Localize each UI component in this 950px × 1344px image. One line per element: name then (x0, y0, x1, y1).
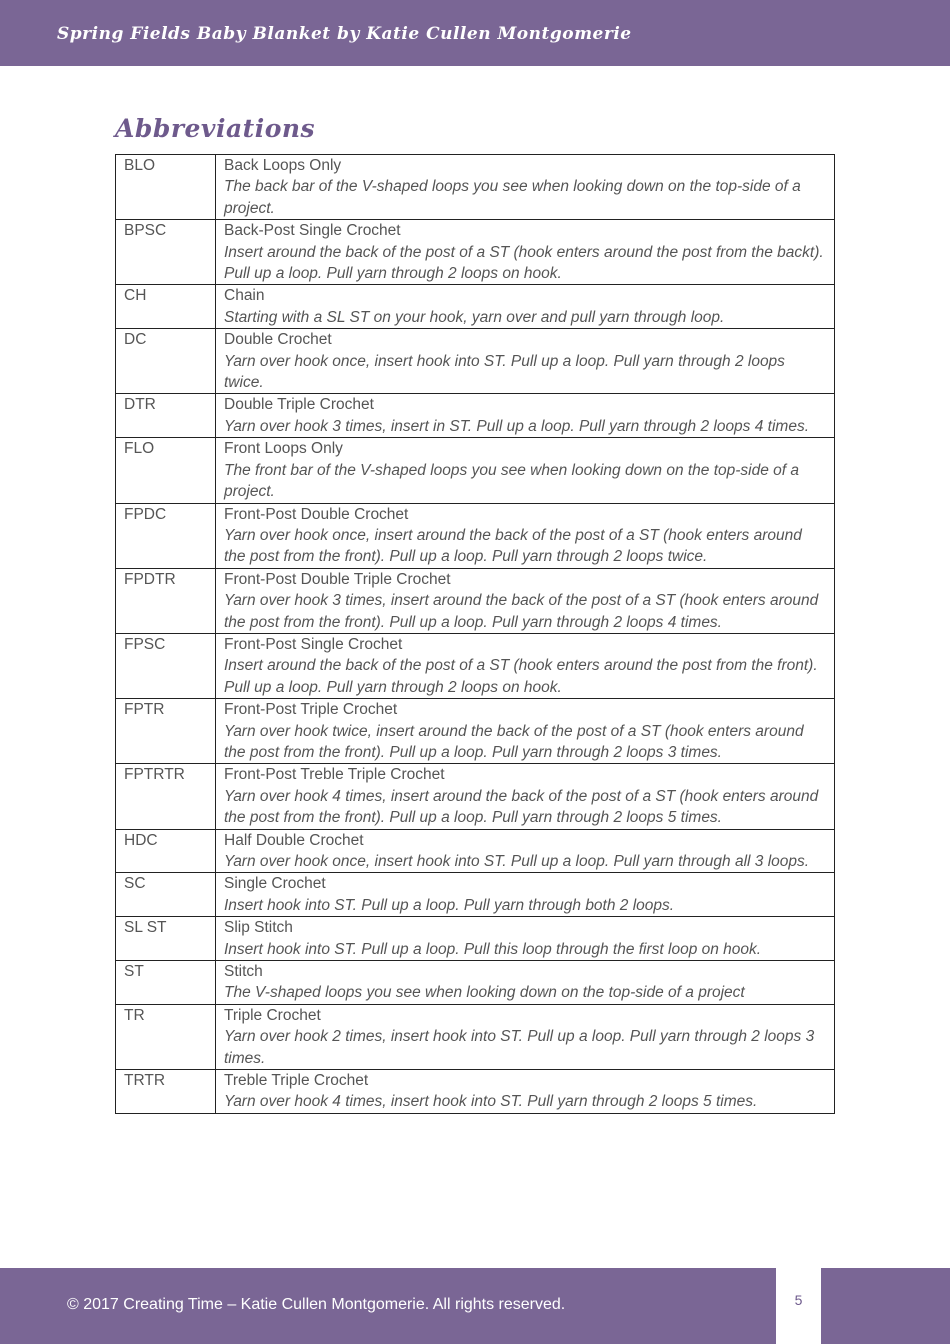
abbreviation-code: DC (116, 329, 216, 394)
abbreviation-definition: Insert hook into ST. Pull up a loop. Pull this loop through the first loop on hook. (224, 940, 762, 958)
table-row (116, 394, 835, 438)
abbreviation-term: Single Crochet (224, 875, 326, 893)
abbreviation-code: FPTR (116, 699, 216, 764)
abbreviation-code: DTR (116, 394, 216, 438)
abbreviation-description (216, 503, 835, 568)
header-title: Spring Fields Baby Blanket by Katie Cullen Montgomerie (57, 24, 632, 44)
abbreviation-description (216, 438, 835, 503)
abbreviation-term: Stitch (224, 963, 263, 981)
abbreviation-term: Front-Post Double Triple Crochet (224, 570, 451, 588)
abbreviation-term: Front Loops Only (224, 440, 343, 458)
table-row (116, 155, 835, 220)
abbreviation-description (216, 917, 835, 961)
table-row (116, 285, 835, 329)
abbreviation-description (216, 633, 835, 698)
abbreviation-term: Back-Post Single Crochet (224, 222, 401, 240)
abbreviation-code: TR (116, 1004, 216, 1069)
page-number-box (776, 1268, 821, 1344)
copyright-text: © 2017 Creating Time – Katie Cullen Montgomerie. All rights reserved. (67, 1296, 566, 1313)
page-number: 5 (794, 1292, 803, 1308)
abbreviation-definition: Insert around the back of the post of a ST (hook enters around the post from the backt). Pull up a loop. Pull yarn through 2 loops on hook. (224, 243, 824, 283)
abbreviation-term: Double Crochet (224, 331, 332, 349)
table-row (116, 764, 835, 829)
abbreviation-definition: Starting with a SL ST on your hook, yarn over and pull yarn through loop. (224, 308, 725, 326)
abbreviation-code: BPSC (116, 220, 216, 285)
table-row (116, 699, 835, 764)
abbreviation-definition: The V-shaped loops you see when looking down on the top-side of a project (224, 984, 745, 1002)
abbreviation-definition: Yarn over hook 2 times, insert hook into ST. Pull up a loop. Pull yarn through 2 loops 3 times. (224, 1028, 815, 1067)
table-row (116, 633, 835, 698)
section-title: Abbreviations (115, 114, 316, 143)
abbreviation-code: FPTRTR (116, 764, 216, 829)
abbreviation-definition: The back bar of the V-shaped loops you see when looking down on the top-side of a project. (224, 178, 801, 217)
table-row (116, 1004, 835, 1069)
abbreviation-term: Front-Post Triple Crochet (224, 701, 398, 719)
abbreviation-term: Double Triple Crochet (224, 396, 374, 414)
abbreviation-term: Treble Triple Crochet (224, 1072, 369, 1090)
abbreviation-term: Front-Post Treble Triple Crochet (224, 766, 445, 784)
abbreviation-code: TRTR (116, 1070, 216, 1114)
table-row (116, 329, 835, 394)
abbreviation-description (216, 155, 835, 220)
table-row (116, 873, 835, 917)
abbreviation-description (216, 394, 835, 438)
abbreviations-table (115, 154, 835, 1114)
abbreviation-code: CH (116, 285, 216, 329)
abbreviation-term: Triple Crochet (224, 1006, 321, 1024)
table-row (116, 503, 835, 568)
abbreviations-table-body (116, 155, 835, 1114)
abbreviation-definition: Yarn over hook once, insert hook into ST. Pull up a loop. Pull yarn through 2 loops twice. (224, 352, 785, 392)
abbreviation-description (216, 829, 835, 873)
abbreviation-code: SC (116, 873, 216, 917)
abbreviation-definition: Insert around the back of the post of a ST (hook enters around the post from the front). Pull up a loop. Pull yarn through 2 loops on hook. (224, 657, 818, 696)
abbreviation-description (216, 285, 835, 329)
abbreviation-code: HDC (116, 829, 216, 873)
page-footer (0, 1268, 950, 1344)
abbreviation-code: SL ST (116, 917, 216, 961)
abbreviation-description (216, 764, 835, 829)
abbreviation-code: FPDTR (116, 568, 216, 633)
abbreviation-description (216, 1004, 835, 1069)
abbreviation-term: Slip Stitch (224, 919, 293, 937)
abbreviation-definition: Yarn over hook once, insert hook into ST. Pull up a loop. Pull yarn through all 3 loops. (224, 853, 810, 870)
abbreviation-code: ST (116, 961, 216, 1005)
table-row (116, 220, 835, 285)
table-row (116, 961, 835, 1005)
abbreviation-code: FPSC (116, 633, 216, 698)
abbreviation-description (216, 220, 835, 285)
table-row (116, 1070, 835, 1114)
table-row (116, 917, 835, 961)
abbreviation-definition: Yarn over hook 4 times, insert around the back of the post of a ST (hook enters around the post from the front). Pull up a loop. Pull yarn through 2 loops 5 times. (224, 787, 819, 827)
abbreviation-definition: The front bar of the V-shaped loops you see when looking down on the top-side of a project. (224, 461, 800, 501)
page-header (0, 0, 950, 66)
abbreviation-description (216, 961, 835, 1005)
abbreviation-term: Back Loops Only (224, 157, 342, 174)
abbreviation-term: Front-Post Single Crochet (224, 635, 403, 653)
abbreviation-definition: Yarn over hook 3 times, insert in ST. Pull up a loop. Pull yarn through 2 loops 4 times. (224, 417, 810, 435)
abbreviation-code: BLO (116, 155, 216, 220)
table-row (116, 568, 835, 633)
abbreviation-code: FPDC (116, 503, 216, 568)
abbreviation-term: Front-Post Double Crochet (224, 505, 409, 523)
abbreviation-definition: Yarn over hook 4 times, insert hook into ST. Pull yarn through 2 loops 5 times. (224, 1093, 758, 1111)
abbreviation-description (216, 329, 835, 394)
abbreviation-description (216, 699, 835, 764)
abbreviation-description (216, 568, 835, 633)
abbreviation-definition: Yarn over hook 3 times, insert around the back of the post of a ST (hook enters around the post from the front). Pull up a loop. Pull yarn through 2 loops 4 times. (224, 592, 819, 631)
table-row (116, 438, 835, 503)
abbreviation-definition: Insert hook into ST. Pull up a loop. Pull yarn through both 2 loops. (224, 896, 675, 914)
abbreviation-description (216, 1070, 835, 1114)
abbreviation-definition: Yarn over hook once, insert around the back of the post of a ST (hook enters around the post from the front). Pull up a loop. Pull yarn through 2 loops twice. (224, 526, 802, 566)
abbreviation-code: FLO (116, 438, 216, 503)
abbreviation-definition: Yarn over hook twice, insert around the back of the post of a ST (hook enters around the post from the front). Pull up a loop. Pull yarn through 2 loops 3 times. (224, 722, 804, 761)
abbreviation-term: Chain (224, 287, 265, 305)
table-row (116, 829, 835, 873)
abbreviation-term: Half Double Crochet (224, 831, 364, 849)
abbreviation-description (216, 873, 835, 917)
